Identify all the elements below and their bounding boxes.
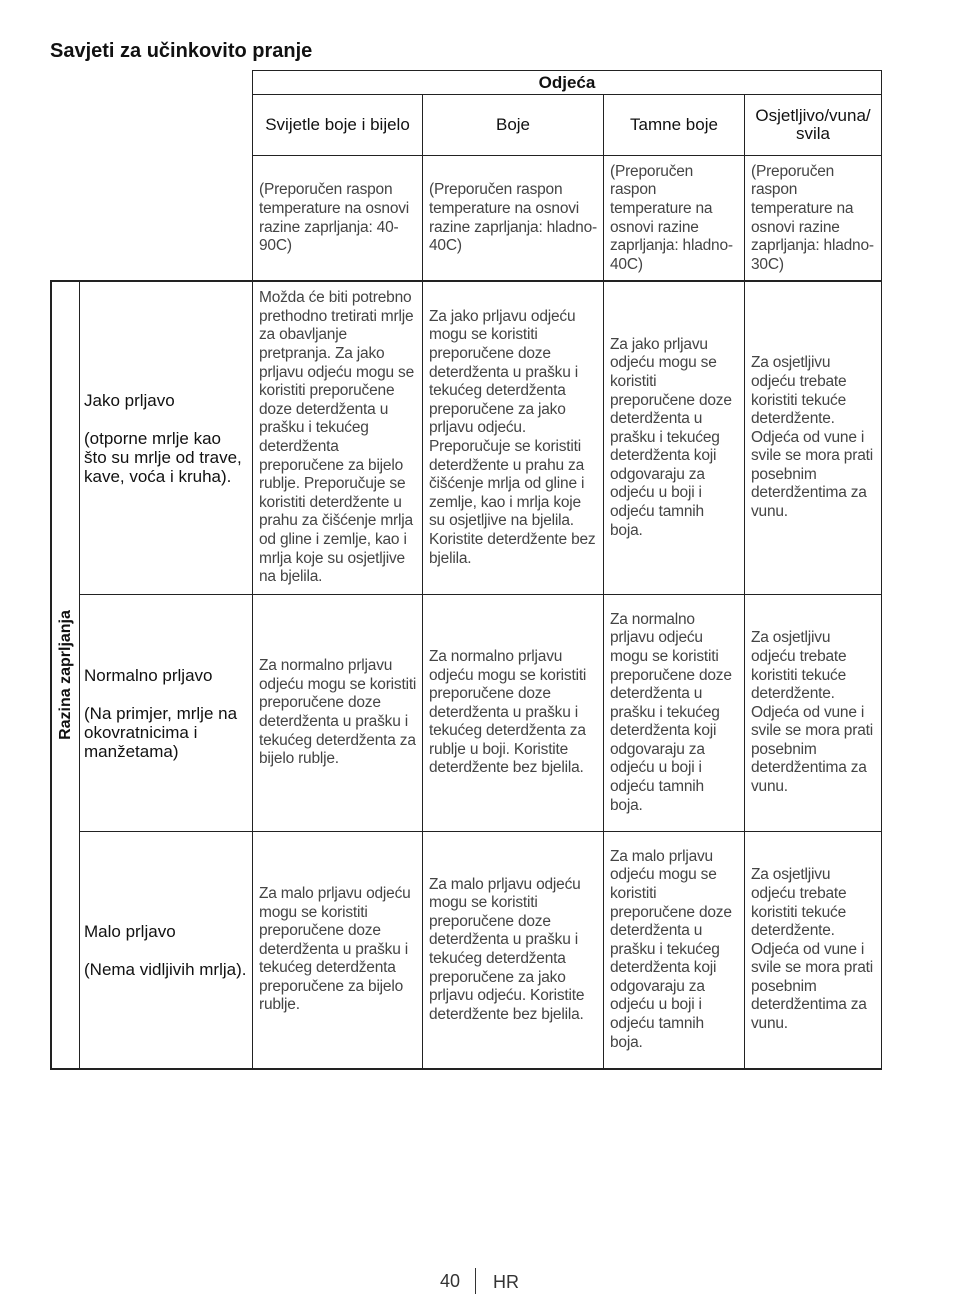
group-header-odjeca: Odjeća bbox=[252, 70, 882, 95]
row-subtitle-heavy: (otporne mrlje kao što su mrlje od trave, kave, voća i kruha). bbox=[84, 428, 242, 486]
row-label-light bbox=[79, 831, 253, 1070]
cell-normal-dark: Za normalno prljavu odjeću mogu se koristiti preporučene doze deterdženta u prašku i tekućeg deterdženta koji odgovaraju za odjeću u boji i odjeću tamnih boja. bbox=[603, 594, 745, 832]
row-title-normal: Normalno prljavo bbox=[84, 665, 213, 685]
column-header-delicate: Osjetljivo/vuna/ svila bbox=[744, 94, 882, 156]
cell-normal-white: Za normalno prljavu odjeću mogu se koristiti preporučene doze deterdženta u prašku i tekućeg deterdženta za bijelo rublje. bbox=[252, 594, 423, 832]
temperature-range-dark: (Preporučen raspon temperature na osnovi razine zaprljanja: hladno-40C) bbox=[603, 155, 745, 282]
page-title: Savjeti za učinkovito pranje bbox=[50, 40, 313, 62]
language-code: HR bbox=[493, 1272, 519, 1292]
row-label-normal bbox=[79, 594, 253, 832]
column-header-dark: Tamne boje bbox=[603, 94, 745, 156]
cell-heavy-colors: Za jako prljavu odjeću mogu se koristiti preporučene doze deterdženta u prašku i tekućeg deterdženta preporučene za jako prljavu odjeću. Preporučuje se koristiti deterdžente u prahu za čišćenje mrlja od gline i zemlje, kao i mrlja koje su osjetljive na bjelila. Koristite deterdžente bez bjelila. bbox=[422, 280, 604, 595]
footer-divider bbox=[475, 1268, 476, 1294]
row-title-heavy: Jako prljavo bbox=[84, 390, 175, 410]
cell-light-delicate: Za osjetljivu odjeću trebate koristiti tekuće deterdžente. Odjeća od vune i svile se mora prati posebnim deterdžentima za vunu. bbox=[744, 831, 882, 1070]
column-header-white: Svijetle boje i bijelo bbox=[252, 94, 423, 156]
cell-light-white: Za malo prljavu odjeću mogu se koristiti preporučene doze deterdženta u prašku i tekućeg deterdženta preporučene za bijelo rublje. bbox=[252, 831, 423, 1070]
row-title-light: Malo prljavo bbox=[84, 921, 176, 941]
column-header-colors: Boje bbox=[422, 94, 604, 156]
cell-light-dark: Za malo prljavu odjeću mogu se koristiti preporučene doze deterdženta u prašku i tekućeg deterdženta koji odgovaraju za odjeću u boji i odjeću tamnih boja. bbox=[603, 831, 745, 1070]
temperature-range-white: (Preporučen raspon temperature na osnovi razine zaprljanja: 40-90C) bbox=[252, 155, 423, 282]
cell-light-colors: Za malo prljavu odjeću mogu se koristiti preporučene doze deterdženta u prašku i tekućeg deterdženta preporučene za jako prljavu odjeću. Koristite deterdžente bez bjelila. bbox=[422, 831, 604, 1070]
soil-level-side-label: Razina zaprljanja bbox=[50, 280, 80, 1070]
cell-heavy-delicate: Za osjetljivu odjeću trebate koristiti tekuće deterdžente. Odjeća od vune i svile se mora prati posebnim deterdžentima za vunu. bbox=[744, 280, 882, 595]
cell-heavy-white: Možda će biti potrebno prethodno tretirati mrlje za obavljanje pretpranja. Za jako prljavu odjeću mogu se koristiti preporučene doze deterdženta u prašku i tekućeg deterdženta preporučene za bijelo rublje. Preporučuje se koristiti deterdžente u prahu za čišćenje mrlja od gline i zemlje, kao i mrlja koje su osjetljive na bjelila. bbox=[252, 280, 423, 595]
temperature-range-colors: (Preporučen raspon temperature na osnovi razine zaprljanja: hladno-40C) bbox=[422, 155, 604, 282]
row-label-heavy bbox=[79, 280, 253, 595]
temperature-range-delicate: (Preporučen raspon temperature na osnovi razine zaprljanja: hladno-30C) bbox=[744, 155, 882, 282]
cell-heavy-dark: Za jako prljavu odjeću mogu se koristiti preporučene doze deterdženta u prašku i tekućeg deterdženta koji odgovaraju za odjeću u boji i odjeću tamnih boja. bbox=[603, 280, 745, 595]
cell-normal-delicate: Za osjetljivu odjeću trebate koristiti tekuće deterdžente. Odjeća od vune i svile se mora prati posebnim deterdžentima za vunu. bbox=[744, 594, 882, 832]
page-number: 40 bbox=[440, 1271, 461, 1291]
cell-normal-colors: Za normalno prljavu odjeću mogu se koristiti preporučene doze deterdženta u prašku i tekućeg deterdženta za rublje u boji. Koristite deterdžente bez bjelila. bbox=[422, 594, 604, 832]
row-subtitle-light: (Nema vidljivih mrlja). bbox=[84, 959, 247, 979]
row-subtitle-normal: (Na primjer, mrlje na okovratnicima i manžetama) bbox=[84, 703, 238, 761]
